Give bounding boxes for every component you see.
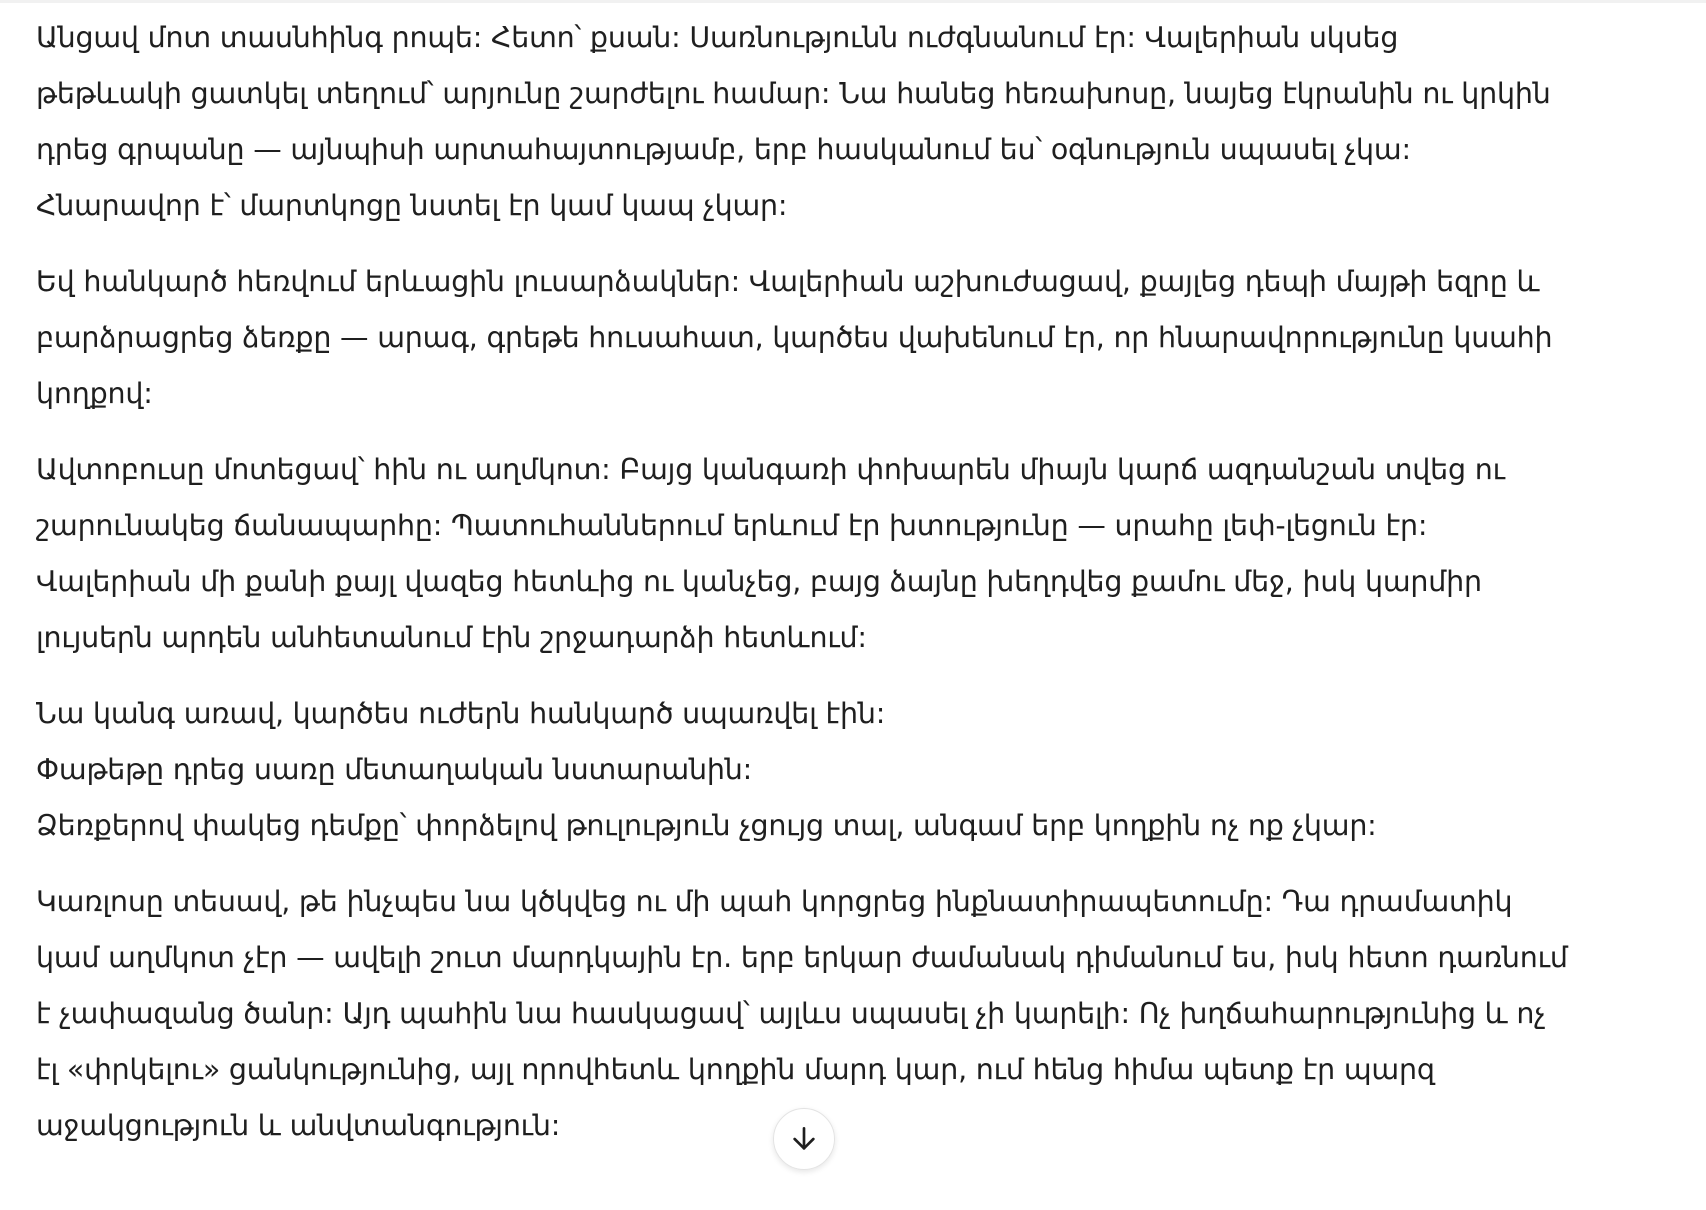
text-line: է չափազանց ծանր: Այդ պահին նա հասկացավ՝ այլևս սպասել չի կարելի: Ոչ խղճահարությունից և ոչ <box>36 997 1546 1030</box>
text-line: կողքով: <box>36 377 153 410</box>
text-line: շարունակեց ճանապարհը: Պատուհաններում երևում էր խտությունը — սրահը լեփ-լեցուն էր: <box>36 509 1428 542</box>
text-line: դրեց գրպանը — այնպիսի արտահայտությամբ, երբ հասկանում ես՝ օգնություն սպասել չկա: <box>36 133 1411 166</box>
text-line: Փաթեթը դրեց սառը մետաղական նստարանին: <box>36 753 752 786</box>
text-line: Վալերիան մի քանի քայլ վազեց հետևից ու կանչեց, բայց ձայնը խեղդվեց քամու մեջ, իսկ կարմիր <box>36 565 1482 598</box>
paragraph <box>36 686 1581 854</box>
text-line: բարձրացրեց ձեռքը — արագ, գրեթե հուսահատ, կարծես վախենում էր, որ հնարավորությունը կսահի <box>36 321 1553 354</box>
message-content <box>36 10 1581 1174</box>
text-line: Կառլոսը տեսավ, թե ինչպես նա կծկվեց ու մի պահ կորցրեց ինքնատիրապետումը: Դա դրամատիկ <box>36 885 1513 918</box>
text-line: Անցավ մոտ տասնհինգ րոպե: Հետո՝ քսան: Սառնությունն ուժգնանում էր: Վալերիան սկսեց <box>36 21 1399 54</box>
text-line: Ձեռքերով փակեց դեմքը՝ փորձելով թուլություն չցույց տալ, անգամ երբ կողքին ոչ ոք չկար: <box>36 809 1377 842</box>
paragraph <box>36 442 1581 666</box>
text-line: թեթևակի ցատկել տեղում՝ արյունը շարժելու համար: Նա հանեց հեռախոսը, նայեց էկրանին ու կրկին <box>36 77 1551 110</box>
text-line: աջակցություն և անվտանգություն: <box>36 1109 561 1142</box>
arrow-down-icon <box>788 1123 820 1155</box>
paragraph <box>36 10 1581 234</box>
text-line: Ավտոբուսը մոտեցավ՝ հին ու աղմկոտ: Բայց կանգառի փոխարեն միայն կարճ ազդանշան տվեց ու <box>36 453 1505 486</box>
text-line: Եվ հանկարծ հեռվում երևացին լուսարձակներ: Վալերիան աշխուժացավ, քայլեց դեպի մայթի եզրը և <box>36 265 1540 298</box>
top-divider <box>0 0 1706 3</box>
text-line: Նա կանգ առավ, կարծես ուժերն հանկարծ սպառվել էին: <box>36 697 886 730</box>
scroll-to-bottom-button[interactable] <box>773 1108 835 1170</box>
paragraph <box>36 254 1581 422</box>
text-line: լույսերն արդեն անհետանում էին շրջադարձի հետևում: <box>36 621 867 654</box>
text-line: էլ «փրկելու» ցանկությունից, այլ որովհետև կողքին մարդ կար, ում հենց հիմա պետք էր պարզ <box>36 1053 1435 1086</box>
text-line: Հնարավոր է՝ մարտկոցը նստել էր կամ կապ չկար: <box>36 189 788 222</box>
text-line: կամ աղմկոտ չէր — ավելի շուտ մարդկային էր. երբ երկար ժամանակ դիմանում ես, իսկ հետո դառնում <box>36 941 1568 974</box>
